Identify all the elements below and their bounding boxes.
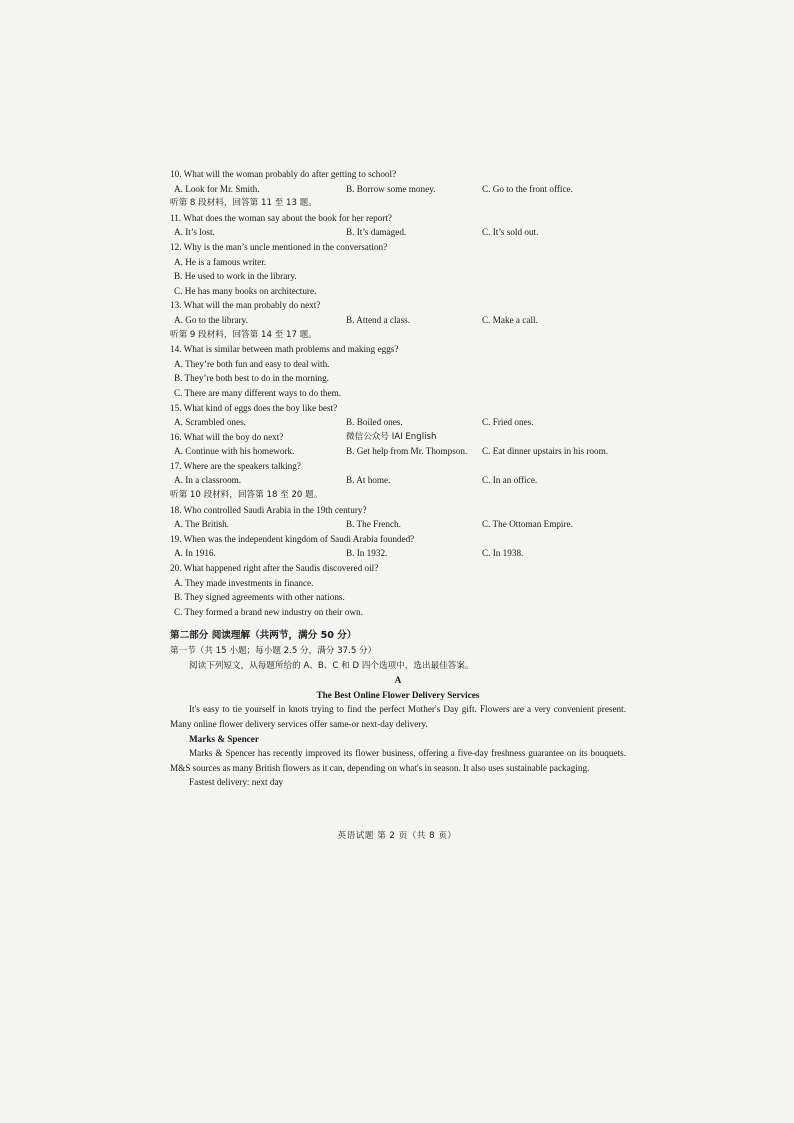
option-a: A. Look for Mr. Smith.: [174, 183, 260, 194]
passage-heading-marks-spencer: Marks & Spencer: [189, 733, 259, 744]
exam-content: [170, 167, 626, 790]
option-a: A. Go to the library.: [174, 314, 248, 325]
options-16: [170, 444, 626, 459]
option-b: B. In 1932.: [346, 548, 388, 559]
option-a: A. They’re both fun and easy to deal with.: [174, 358, 330, 369]
passage-paragraph-1: It's easy to tie yourself in knots trying to find the perfect Mother's Day gift. Flowers are a very convenient present. Many online flower delivery services offer same-or next-day delivery.: [170, 704, 626, 729]
options-18: [170, 517, 626, 532]
question-20: 20. What happened right after the Saudis discovered oil?: [170, 563, 379, 574]
part-two-title: 第二部分 阅读理解（共两节，满分 50 分）: [170, 630, 357, 642]
question-19: 19. When was the independent kingdom of Saudi Arabia founded?: [170, 533, 415, 544]
question-15: 15. What kind of eggs does the boy like best?: [170, 402, 338, 413]
option-b: B. The French.: [346, 519, 401, 530]
option-c: C. There are many different ways to do them.: [174, 387, 342, 398]
option-b: B. Borrow some money.: [346, 183, 436, 194]
option-a: A. Scrambled ones.: [174, 417, 246, 428]
option-b: B. Boiled ones.: [346, 417, 403, 428]
passage-paragraph-2: Marks & Spencer has recently improved its flower business, offering a five-day freshness guarantee on its bouquets. M&S sources as many British flowers as it can, depending on what's in season. It also uses sustainable packaging.: [170, 748, 626, 773]
passage-paragraph-3: Fastest delivery: next day: [189, 777, 284, 788]
option-c: C. Eat dinner upstairs in his room.: [482, 446, 609, 457]
question-17: 17. Where are the speakers talking?: [170, 460, 301, 471]
section-one-title: 第一节（共 15 小题；每小题 2.5 分，满分 37.5 分）: [170, 646, 377, 656]
option-a: A. In 1916.: [174, 548, 216, 559]
watermark-text: 微信公众号 IAI English: [346, 431, 437, 442]
question-16-line: [170, 430, 626, 445]
option-b: B. They signed agreements with other nations.: [174, 592, 345, 603]
section-note-10: 听第 10 段材料，回答第 18 至 20 题。: [170, 490, 323, 501]
question-10: 10. What will the woman probably do after getting to school?: [170, 169, 397, 179]
passage-letter: A: [394, 675, 402, 686]
option-c: C. Fried ones.: [482, 417, 534, 428]
option-a: A. In a classroom.: [174, 475, 242, 486]
question-12: 12. Why is the man’s uncle mentioned in the conversation?: [170, 241, 388, 252]
option-c: C. In an office.: [482, 475, 538, 486]
options-10: [170, 182, 626, 197]
option-c: C. He has many books on architecture.: [174, 285, 317, 296]
option-c: C. They formed a brand new industry on their own.: [174, 606, 363, 617]
option-c: C. Go to the front office.: [482, 183, 573, 194]
option-b: B. It’s damaged.: [346, 227, 407, 238]
options-15: [170, 415, 626, 430]
option-c: C. In 1938.: [482, 548, 524, 559]
passage-title: The Best Online Flower Delivery Services: [316, 689, 480, 700]
question-14: 14. What is similar between math problems and making eggs?: [170, 344, 399, 355]
options-11: [170, 225, 626, 240]
option-b: B. At home.: [346, 475, 391, 486]
question-16: 16. What will the boy do next?: [170, 431, 284, 442]
option-c: C. It’s sold out.: [482, 227, 539, 238]
options-13: [170, 313, 626, 328]
section-note-9: 听第 9 段材料，回答第 14 至 17 题。: [170, 329, 317, 340]
option-a: A. He is a famous writer.: [174, 256, 267, 267]
options-19: [170, 546, 626, 561]
option-a: A. Continue with his homework.: [174, 446, 295, 457]
option-b: B. Attend a class.: [346, 314, 411, 325]
option-b: B. They’re both best to do in the morning.: [174, 373, 329, 384]
question-18: 18. Who controlled Saudi Arabia in the 19th century?: [170, 504, 367, 515]
option-b: B. He used to work in the library.: [174, 271, 297, 282]
option-b: B. Get help from Mr. Thompson.: [346, 446, 468, 457]
section-note-8: 听第 8 段材料，回答第 11 至 13 题。: [170, 198, 317, 209]
page-footer: 英语试题 第 2 页（共 8 页）: [337, 831, 457, 841]
option-a: A. It’s lost.: [174, 227, 215, 238]
option-c: C. The Ottoman Empire.: [482, 519, 573, 530]
option-a: A. They made investments in finance.: [174, 577, 314, 588]
options-17: [170, 473, 626, 488]
option-a: A. The British.: [174, 519, 229, 530]
reading-instructions: 阅读下列短文，从每题所给的 A、B、C 和 D 四个选项中，选出最佳答案。: [189, 660, 474, 671]
option-c: C. Make a call.: [482, 314, 538, 325]
question-13: 13. What will the man probably do next?: [170, 300, 321, 311]
question-11: 11. What does the woman say about the book for her report?: [170, 212, 392, 223]
